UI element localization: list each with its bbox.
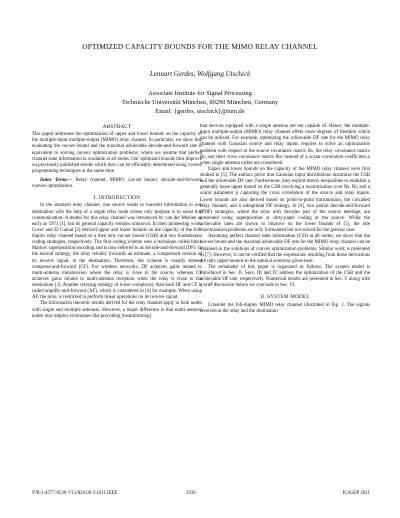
abstract-heading: ABSTRACT xyxy=(102,124,132,130)
left-column xyxy=(32,124,202,320)
affiliation-email: Email: {gerdes, utschick}@tum.de xyxy=(155,108,245,115)
system-model-paragraph: Consider the full-duplex MIMO relay channel illustrated in Fig. 1. The signals received at the relay and the destination xyxy=(200,302,370,314)
footer-isbn: 978-1-4577-0539-7/11/$26.00 ©2011 IEEE xyxy=(32,491,118,496)
introduction-heading: I. INTRODUCTION xyxy=(93,195,141,202)
paper-authors: Lennart Gerdes, Wolfgang Utschick xyxy=(149,70,251,78)
system-model-heading: II. SYSTEM MODEL xyxy=(260,294,310,301)
index-terms xyxy=(32,178,202,190)
right-paragraph-2: Upper and lower bounds on the capacity of the MIMO relay channel were first studied in [5]. The authors prove that Gaussian input distributions maximize the CSB and the achievable DF rate. Furthermore, they exploit matrix inequalities to establish a generally loose upper bound on the CSB involving a maximization over Rs, Rr, and a scalar parameter ρ capturing the cross correlation of the source and relay inputs. Lower bounds are also derived based on point-to-point transmission, the cascaded relay channel, and a suboptimal DF strategy. In [6], two partial decode-and-forward (PDF) strategies, where the relay only decodes part of the source message, are presented using superposition or dirty-paper coding at the source. While the achievable rates are shown to improve on the lower bounds of [5], the rate maximization problems are only formulated but not solved for the general case. xyxy=(200,166,370,234)
index-terms-text: Relay channel, MIMO, cut-set bound, decode-and-forward, convex optimization. xyxy=(32,178,202,190)
intro-paragraph-1: In the standard relay channel, one source wants to transmit information to one destination with the help of a single relay node whose only purpose is to assist this communication. A model for this relay channel was introduced by van der Meulen as early as 1971 [1], but its general capacity remains unknown. In their pioneering work, Cover and El Gamal [2] derived upper and lower bounds on the capacity of the full-duplex relay channel based on a then new cut-set bound (CSB) and two fundamental coding strategies, respectively. The first coding scheme uses a technique called block Markov superposition encoding and is now referred to as decode-and-forward (DF). In the second strategy, the relay reliably forwards an estimate, a compressed version of its receive signal, to the destination. Therefore, this scheme is usually termed compress-and-forward (CF). For wireless networks, DF achieves gains related to multi-antenna transmission where the relay is close to the source, whereas CF achieves gains related to multi-antenna reception when the relay is close to the destination [3]. Another relaying strategy of lower complexity than both DF and CF is called amplify-and-forward (AF), which is considered in [4] for example. When using AF, the relay is restricted to perform linear operations on its receive signal. xyxy=(32,203,202,301)
footer-venue: ICASSP 2011 xyxy=(342,491,370,496)
abstract-text: This paper addresses the optimization of upper and lower bounds on the capacity of the multiple-input multiple-output (MIMO) relay channel. In particular, we show that evaluating the cut-set bound and the maximal achievable decode-and-forward rate is equivalent to solving convex optimization problems, where we assume that perfect channel state information is available at all nodes. Our optimized bounds thus improve on previously published results which they can be efficiently determined using convex programming techniques at the same time. xyxy=(32,132,202,174)
right-column xyxy=(200,124,370,315)
right-paragraph-4: The remainder of this paper is organized as follows. The system model is introduced in Sec. II. Secs. III and IV address the optimization of the CSB and the achievable DF rate, respectively. Numerical results are presented in Sec. V along with a brief discussion before we conclude in Sec. VI. xyxy=(200,264,370,289)
affiliation-institute: Associate Institute for Signal Processing xyxy=(148,90,252,97)
index-terms-label: Index Terms— xyxy=(40,178,73,183)
affiliation-university: Technische Universität München, 80290 München, Germany xyxy=(121,99,279,106)
right-paragraph-1: that devices equipped with a single antenna are not capable of. Hence, the multiple-input multiple-output (MIMO) relay channel offers more degrees of freedom which can be utilized. For example, optimizing the achievable DF rate for the MIMO relay channel with Gaussian source and relay inputs requires to solve an optimization problem with respect to the source covariance matrix Rs, the relay covariance matrix Rr, and their cross covariance matrix Rsr instead of a scalar correlation coefficient ρ when single antenna nodes are considered. xyxy=(200,124,370,166)
author-affiliation xyxy=(0,89,400,116)
intro-paragraph-2: The information theoretic results derived for the relay channel apply to both nodes with single and multiple antennas. However, a major difference is that multi-antenna nodes may employ techniques like precoding (beamforming) xyxy=(32,301,202,319)
footer-page-number: 3336 xyxy=(186,491,196,496)
right-paragraph-3: Assuming perfect channel state information (CSI) at all nodes, we show that the cut-set bound and the maximal achievable DF rate for the MIMO relay channel can be obtained as the solutions of convex optimization problems. Similar work is presented in [7]. However, it can be verified that the expressions resulting from those derivations are only upper bounds to the optimal solutions given here. xyxy=(200,234,370,264)
paper-title: OPTIMIZED CAPACITY BOUNDS FOR THE MIMO RELAY CHANNEL xyxy=(82,42,318,51)
